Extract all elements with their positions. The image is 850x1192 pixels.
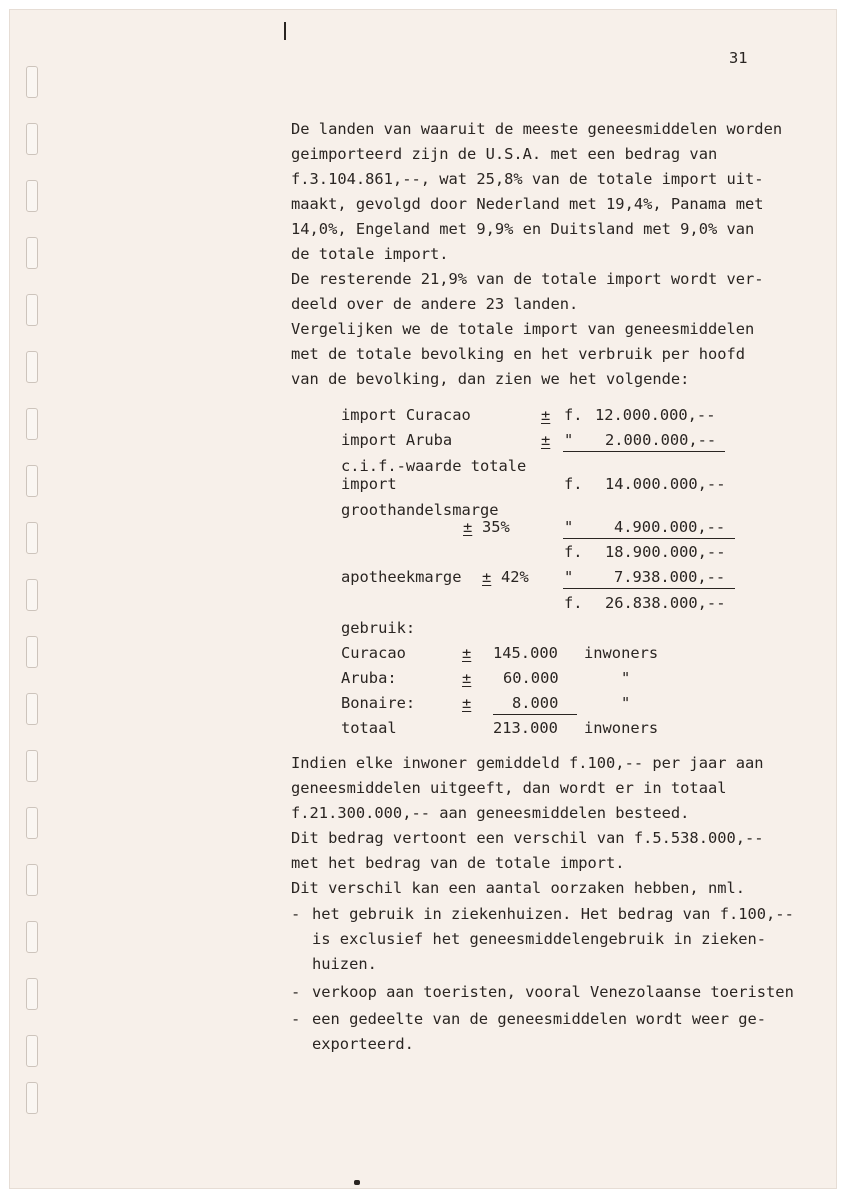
ditto-mark: " [621, 694, 631, 712]
currency-symbol: f. [564, 475, 583, 493]
usage-place: totaal [341, 719, 397, 737]
usage-heading: gebruik: [341, 619, 416, 637]
calc-percent: 35% [482, 518, 510, 536]
usage-count: 60.000 [503, 669, 559, 687]
bullet-dash: - [291, 983, 301, 1001]
binder-hole [26, 1082, 38, 1114]
ink-mark [284, 22, 286, 40]
binder-hole [26, 408, 38, 440]
calc-amount: 2.000.000,-- [605, 431, 717, 449]
bullet-dash: - [291, 905, 301, 923]
usage-place: Curacao [341, 644, 406, 662]
calc-label: groothandelsmarge [341, 501, 499, 519]
binder-hole [26, 864, 38, 896]
ditto-mark: " [621, 669, 631, 687]
plus-minus-sign: ± [462, 694, 472, 712]
plus-minus-sign: ± [462, 669, 472, 687]
text-line: Vergelijken we de totale import van geneesmiddelen [291, 320, 755, 338]
binder-hole [26, 465, 38, 497]
calc-amount: 7.938.000,-- [614, 568, 726, 586]
page-number: 31 [729, 49, 748, 67]
sum-rule [563, 451, 725, 452]
ink-mark [354, 1180, 360, 1185]
binder-hole [26, 579, 38, 611]
list-item-line: verkoop aan toeristen, vooral Venezolaanse toeristen [312, 983, 794, 1001]
usage-count: 8.000 [512, 694, 559, 712]
text-line: f.3.104.861,--, wat 25,8% van de totale import uit- [291, 170, 764, 188]
binder-hole [26, 294, 38, 326]
ditto-mark: " [564, 518, 574, 536]
calc-label: apotheekmarge [341, 568, 462, 586]
list-item-line: huizen. [312, 955, 377, 973]
sum-rule [563, 538, 735, 539]
calc-label: import Curacao [341, 406, 471, 424]
plus-minus-sign: ± [463, 518, 473, 536]
calc-amount: 14.000.000,-- [605, 475, 726, 493]
binder-hole [26, 693, 38, 725]
binder-hole [26, 351, 38, 383]
text-line: 14,0%, Engeland met 9,9% en Duitsland met 9,0% van [291, 220, 755, 238]
currency-symbol: f. [564, 543, 583, 561]
binder-hole [26, 237, 38, 269]
binder-hole [26, 750, 38, 782]
text-line: De landen van waaruit de meeste geneesmiddelen worden [291, 120, 783, 138]
calc-amount: 12.000.000,-- [595, 406, 716, 424]
binder-hole [26, 1035, 38, 1067]
sum-rule [493, 714, 577, 715]
calc-amount: 4.900.000,-- [614, 518, 726, 536]
usage-count: 145.000 [493, 644, 558, 662]
binder-hole [26, 123, 38, 155]
binder-hole [26, 978, 38, 1010]
plus-minus-sign: ± [541, 431, 551, 449]
list-item-line: een gedeelte van de geneesmiddelen wordt weer ge- [312, 1010, 767, 1028]
binder-hole [26, 180, 38, 212]
text-line: de totale import. [291, 245, 449, 263]
text-line: De resterende 21,9% van de totale import wordt ver- [291, 270, 764, 288]
text-line: geimporteerd zijn de U.S.A. met een bedrag van [291, 145, 718, 163]
list-item-line: is exclusief het geneesmiddelengebruik in zieken- [312, 930, 767, 948]
usage-place: Bonaire: [341, 694, 416, 712]
currency-symbol: f. [564, 406, 583, 424]
text-line: f.21.300.000,-- aan geneesmiddelen besteed. [291, 804, 690, 822]
calc-amount: 18.900.000,-- [605, 543, 726, 561]
text-line: maakt, gevolgd door Nederland met 19,4%, Panama met [291, 195, 764, 213]
binder-hole [26, 921, 38, 953]
usage-unit: inwoners [584, 644, 659, 662]
text-line: met het bedrag van de totale import. [291, 854, 625, 872]
calc-label: c.i.f.-waarde totale [341, 457, 527, 475]
text-line: Indien elke inwoner gemiddeld f.100,-- per jaar aan [291, 754, 764, 772]
binder-hole [26, 66, 38, 98]
calc-percent: 42% [501, 568, 529, 586]
usage-count: 213.000 [493, 719, 558, 737]
bullet-dash: - [291, 1010, 301, 1028]
calc-amount: 26.838.000,-- [605, 594, 726, 612]
ditto-mark: " [564, 431, 574, 449]
plus-minus-sign: ± [541, 406, 551, 424]
binder-hole [26, 636, 38, 668]
usage-place: Aruba: [341, 669, 397, 687]
plus-minus-sign: ± [462, 644, 472, 662]
list-item-line: het gebruik in ziekenhuizen. Het bedrag van f.100,-- [312, 905, 794, 923]
text-line: met de totale bevolking en het verbruik per hoofd [291, 345, 746, 363]
text-line: van de bevolking, dan zien we het volgende: [291, 370, 690, 388]
text-line: Dit bedrag vertoont een verschil van f.5.538.000,-- [291, 829, 764, 847]
list-item-line: exporteerd. [312, 1035, 414, 1053]
usage-unit: inwoners [584, 719, 659, 737]
text-line: Dit verschil kan een aantal oorzaken hebben, nml. [291, 879, 746, 897]
sum-rule [563, 588, 735, 589]
plus-minus-sign: ± [482, 568, 492, 586]
calc-label: import Aruba [341, 431, 453, 449]
binder-hole [26, 807, 38, 839]
currency-symbol: f. [564, 594, 583, 612]
text-line: deeld over de andere 23 landen. [291, 295, 579, 313]
text-line: geneesmiddelen uitgeeft, dan wordt er in totaal [291, 779, 727, 797]
ditto-mark: " [564, 568, 574, 586]
calc-label: import [341, 475, 397, 493]
binder-hole [26, 522, 38, 554]
